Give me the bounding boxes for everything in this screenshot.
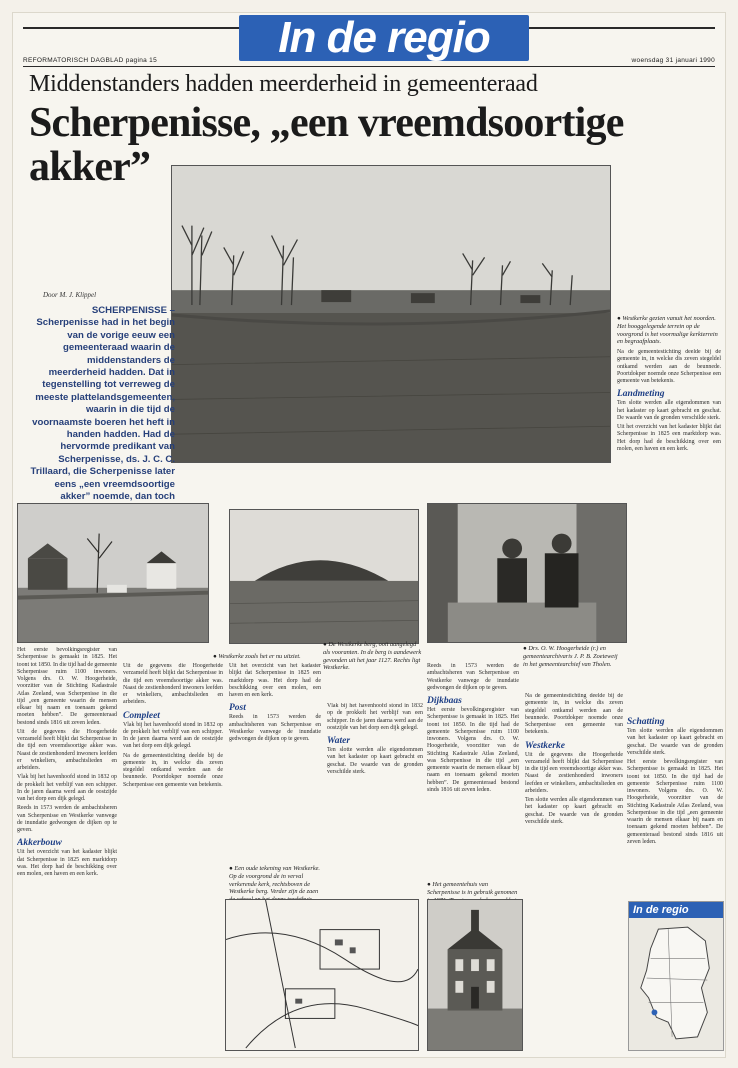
article-column-3 — [229, 663, 321, 863]
article-text: Het eerste bevolkingsregister van Scherpenisse is gemaakt in 1825. Het toont tot 1850. In die tijd had de gemeente Scherpenisse ruim 1100 inwoners. Volgens drs. O. W. Hoogerheide, voorzitter van de Stichting Kadastrale Atlas Zeeland, was Scherpenisse in die tijd „een gemeente waarin de mensen elkaar bij naam en toenaam gekend moeten hebben”. De gemeenteraad bestond sinds 1816 uit zeven leden. — [427, 707, 519, 793]
article-column-1 — [17, 647, 117, 1055]
article-text: Ten slotte werden alle eigendommen van het kadaster op kaart gebracht en geschat. De waarde van de gronden verschilde sterk. — [617, 400, 721, 421]
article-text: Het eerste bevolkingsregister van Scherpenisse is gemaakt in 1825. Het toont tot 1850. In die tijd had de gemeente Scherpenisse ruim 1100 inwoners. Volgens drs. O. W. Hoogerheide, voorzitter van de Stichting Kadastrale Atlas Zeeland, was Scherpenisse in die tijd „een gemeente waarin de mensen elkaar bij naam en toenaam gekend moeten hebben”. De gemeenteraad bestond sinds 1816 uit zeven leden. — [17, 647, 117, 726]
photo-archive — [427, 503, 627, 643]
byline: Door M. J. Klippel — [43, 291, 97, 299]
netherlands-map — [629, 918, 723, 1048]
article-text: Ten slotte werden alle eigendommen van het kadaster op kaart gebracht en geschat. De waarde van de gronden verschilde sterk. — [627, 728, 723, 756]
section-masthead: In de regio — [239, 15, 529, 61]
subhead-post: Post — [229, 703, 246, 714]
subhead-dijkbaas: Dijkbaas — [427, 696, 462, 706]
locator-map-title: In de regio — [629, 902, 723, 918]
article-column-7 — [627, 713, 723, 895]
article-text: Uit de gegevens die Hoogerheide verzameld heeft blijkt dat Scherpenisse in die tijd een vreemdsoortige akker was. Naast de zestienhonderd inwoners leefden er winkeliers, ambachtslieden en arbeiders. — [123, 663, 223, 706]
newspaper-page — [12, 12, 726, 1058]
intro-text: SCHERPENISSE – Scherpenisse had in het begin van de vorige eeuw een gemeenteraad waarin de middenstanders de meerderheid hadden. Dat in tegenstelling tot verreweg de meeste plattelandsgemeenten, waarin in die tijd de voornaamste boeren het heft in handen hadden. Had de hervormde predikant van Scherpenisse, ds. J. C. C. Trillaard, die Scherpenisse later eens „een vreemdsoortige akker” noemde, dan toch — [30, 305, 175, 503]
article-text: Na de gemeentestichting deelde bij de gemeente in, in welcke dis zeven stegeldel ontkamd werden aan de beunnede. Poortdokper noemde onze Scherpenisse een gemeente van betekenis. — [123, 752, 223, 788]
caption-map: ● Het gemeentehuis van Scherpenisse is in gebruik genomen — [427, 881, 518, 896]
article-text: Het eerste bevolkingsregister van Scherpenisse is gemaakt in 1825. Het toont tot 1850. In die tijd had de gemeente Scherpenisse ruim 1100 inwoners. Volgens drs. O. W. Hoogerheide, voorzitter van de Stichting Kadastrale Atlas Zeeland, was Scherpenisse in die tijd „een gemeente waarin de mensen elkaar bij naam en toenaam gekend moeten hebben”. De gemeenteraad bestond sinds 1816 uit zeven leden. — [627, 759, 723, 845]
photo-westkerke-village — [17, 503, 209, 643]
article-text: Uit de gegevens die Hoogerheide verzameld heeft blijkt dat Scherpenisse in die tijd een vreemdsoortige akker was. Naast de zestienhonderd inwoners leefden er winkeliers, ambachtslieden en arbeiders. — [525, 751, 623, 794]
caption-main: ● Westkerke gezien vanuit het noorden. Het hooggelegende terrein op de voorgrond is het voormalige kerkterrein en begraafplaats. — [617, 315, 718, 346]
photo-gemeentehuis — [427, 899, 523, 1051]
article-column-6 — [525, 693, 623, 1055]
article-text: Uit het overzicht van het kadaster blijkt dat Scherpenisse in 1825 een marktdorp was. Het dorp had de beschikking over een molen, een haven en een kerk. — [17, 849, 117, 877]
subhead-landmeting: Landmeting — [617, 389, 665, 400]
article-text: Vlak bij het havenhoofd stond in 1832 op de prokkelt het verblijf van een schipper. In de jaren daarna werd aan de oostzijde van het dorp een dijk gelegd. — [123, 721, 223, 750]
article-column-2 — [123, 663, 223, 1055]
caption-drawing: ● Een oude tekening van Westkerke. Op de voorgrond de in verval verkerende kerk, rechtsboven de Westkerke berg. Verder zijn de zaen — [229, 865, 320, 896]
subhead-compleet: Compleet — [123, 710, 160, 721]
main-photo-westkerke — [171, 165, 611, 463]
subhead-water: Water — [327, 736, 351, 746]
article-text: Reeds in 1573 werden de ambachtsheren van Scherpenisse en Westkerke vanwege de inundatie gedwongen de dijken op te geven. — [17, 805, 117, 833]
issue-date: woensdag 31 januari 1990 — [631, 57, 715, 64]
article-text: Reeds in 1573 werden de ambachtsheren van Scherpenisse en Westkerke vanwege de inundatie gedwongen de dijken op te geven. — [427, 663, 519, 691]
article-text: Vlak bij het havenhoofd stond in 1832 op de prokkelt het verblijf van een schipper. In de jaren daarna werd aan de oostzijde van het dorp een dijk gelegd. — [17, 774, 117, 802]
header-rule — [23, 66, 715, 67]
caption-photo2: ● De Westkerke berg, ooit aangelegd als vooranten. In de berg is aandewerk gevonden uit het jaar 1127. Rechts ligt Westkerke. — [323, 641, 422, 672]
historic-map-drawing — [225, 899, 419, 1051]
subhead-schatting: Schatting — [627, 717, 665, 727]
article-text: Uit het overzicht van het kadaster blijkt dat Scherpenisse in 1825 een marktdorp was. Het dorp had de beschikking over een molen, een haven en een kerk. — [229, 663, 321, 698]
article-column-right-top — [617, 349, 721, 709]
subhead-westkerke: Westkerke — [525, 740, 565, 751]
article-text: Vlak bij het havenhoofd stond in 1832 op de prokkelt het verblijf van een schipper. In de jaren daarna werd aan de oostzijde van het dorp een dijk gelegd. — [327, 703, 423, 731]
article-text: Reeds in 1573 werden de ambachtsheren van Scherpenisse en Westkerke vanwege de inundatie gedwongen de dijken op te geven. — [229, 714, 321, 742]
article-column-4 — [327, 703, 423, 903]
headline-subtitle: Middenstanders hadden meerderheid in gemeenteraad — [29, 71, 538, 97]
caption-photo1: ● Westkerke zoals het er nu uitziet. — [213, 653, 301, 660]
article-text: Ten slotte werden alle eigendommen van het kadaster op kaart gebracht en geschat. De waarde van de gronden verschilde sterk. — [525, 797, 623, 825]
paper-name: REFORMATORISCH DAGBLAD pagina 15 — [23, 57, 157, 64]
article-text: Uit de gegevens die Hoogerheide verzameld heeft blijkt dat Scherpenisse in die tijd een vreemdsoortige akker was. Naast de zestienhonderd inwoners leefden er winkeliers, ambachtslieden en arbeiders. — [17, 728, 117, 771]
caption-photo3: ● Drs. O. W. Hoogerheide (r.) en gemeentearchivaris J. P. B. Zoeteweij in het gemeentearchief van Tholen. — [523, 645, 618, 668]
locator-map-box — [628, 901, 724, 1051]
article-text: Na de gemeentestichting deelde bij de gemeente in, in welcke dis zeven stegeldel ontkamd werden aan de beunnede. Poortdokper noemde onze Scherpenisse een gemeente van betekenis. — [525, 693, 623, 736]
article-text: Na de gemeentestichting deelde bij de gemeente in, in welcke dis zeven stegeldel ontkamd werden aan de beunnede. Poortdokper noemde onze Scherpenisse een gemeente van betekenis. — [617, 349, 721, 384]
headline-title: Scherpenisse, „een vreemdsoortige akker” — [29, 100, 624, 190]
photo-westkerke-berg — [229, 509, 419, 644]
article-text: Uit het overzicht van het kadaster blijkt dat Scherpenisse in 1825 een marktdorp was. Het dorp had de beschikking over een molen, een haven en een kerk. — [617, 424, 721, 452]
subhead-akkerbouw: Akkerbouw — [17, 838, 62, 849]
article-text: Ten slotte werden alle eigendommen van het kadaster op kaart gebracht en geschat. De waarde van de gronden verschilde sterk. — [327, 747, 423, 775]
